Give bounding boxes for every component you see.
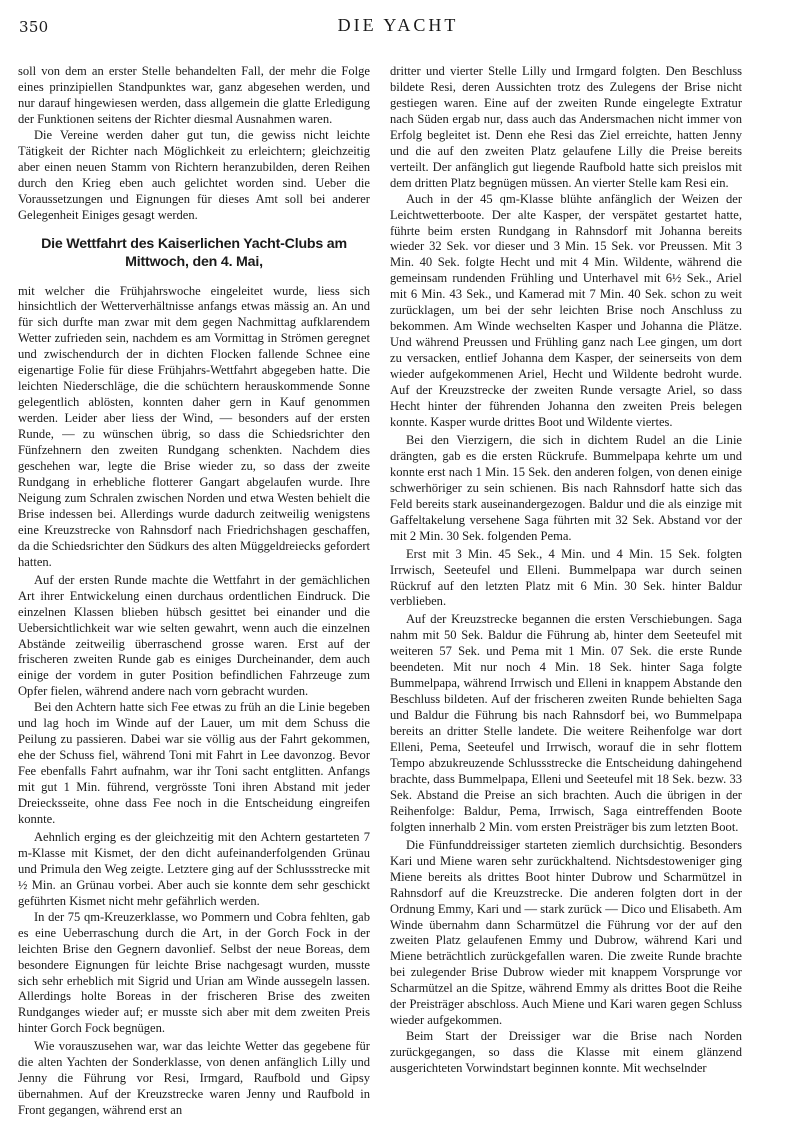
paragraph: Bei den Achtern hatte sich Fee etwas zu früh an die Linie begeben und lag hoch im Winde auf der Lauer, um mit dem Schuss die Peilung zu passieren. Dabei war sie völlig aus der Fahrt gekommen, ehe der Schuss fiel, während Toni mit Fahrt in Lee davonzog. Bevor Fee ebenfalls Fahrt aufnahm, war ihr Toni sacht entglitten. Anfangs mit gut 1 Min. führend, vergrösste Toni ihren Abstand mit jeder Dreiecksseite, ohne dass Fee noch in die Entscheidung eingreifen konnte. [18,700,370,826]
paragraph: Aehnlich erging es der gleichzeitig mit den Achtern gestarteten 7 m-Klasse mit Kismet, der den dicht aufeinanderfolgenden Grünau und Primula den Weg zeigte. Letztere ging auf der Schlussstrecke mit ½ Min. an Grünau vorbei. Aber auch sie konnte dem sehr geschickt geführten Kismet nicht mehr gefährlich werden. [18,829,370,908]
article-heading: Die Wettfahrt des Kaiserlichen Yacht-Clubs am Mittwoch, den 4. Mai, [41,235,347,271]
paragraph: Die Fünfunddreissiger starteten ziemlich durchsichtig. Besonders Kari und Miene waren sehr zurückhaltend. Nichtsdestoweniger ging Miene bereits als drittes Boot hinter Dubrow und Scharmützel in Rahnsdorf auf die Kreuzstrecke. Die anderen folgten dort in der Ordnung Emmy, Kari und — stark zurück — Dico und Elisabeth. Am Winde übernahm dann Scharmützel die Führung vor der auf den zweiten Platz gelaufenen Emmy und Dubrow, während Kari und Miene beträchtlich zurückgefallen waren. Die zweite Runde brachte bei zulegender Brise Dubrow wieder mit knappem Vorsprunge vor Scharmützel an die Spitze, während Emmy als drittes Boot die Reihe der Preisträger abschloss. Auch Miene und Kari waren gegen Schluss wieder aufgekommen. [390,837,742,1028]
paragraph: Bei den Vierzigern, die sich in dichtem Rudel an die Linie drängten, gab es die ersten Rückrufe. Bummelpapa kehrte um und konnte erst nach 1 Min. 15 Sek. den anderen folgen, von denen einige schwerhöriger zu sein schienen. Bis nach Rahnsdorf hatte sich das Feld bereits stark auseinandergezogen. Baldur und die als einzige mit Gaffeltakelung versehene Saga führten mit 32 Sek. Abstand vor der mit 2 Min. 30 Sek. folgenden Pema. [390,432,742,543]
journal-title: DIE YACHT [337,15,459,35]
paragraph: In der 75 qm-Kreuzerklasse, wo Pommern und Cobra fehlten, gab es eine Ueberraschung durch die Art, in der Gorch Fock in der leichten Brise den Gegnern davonlief. Selbst der neue Boreas, dem besondere Eignungen für leichte Brise nachgesagt wurden, musste sich sehr erheblich mit Sigrid und Urian am Winde aussegeln lassen. Allerdings holte Boreas in der frischeren Brise des zweiten Rundganges wieder auf; er musste sich aber mit dem zweiten Preis hinter Gorch Fock begnügen. [18,909,370,1036]
paragraph: Auch in der 45 qm-Klasse blühte anfänglich der Weizen der Leichtwetterboote. Der alte Kasper, der verspätet gestartet hatte, führte beim ersten Rundgang in Rahnsdorf mit Johanna bereits wieder 32 Sek. vor dieser und 3 Min. 15 Sek. vor Preussen. Mit 3 Min. 40 Sek. folgte Hecht und mit 4 Min. Wildente, während die gemeinsam rundenden Frühling und Unterhavel mit 6½ Sek., Ariel mit 6 Min. 43 Sek., und Kamerad mit 7 Min. 40 Sek. schon zu weit zurücklagen, um bei der sehr leichten Brise noch Anschluss zu bekommen. Am Winde wechselten Kasper und Johanna die Plätze. Und während Preussen und Frühling ganz nach Lee gingen, um dort zu versacken, entlief Johanna dem Kasper, der seinerseits von dem wieder aufgekommenen Ariel, Hecht und Wildente bedroht wurde. Auf der Kreuzstrecke der zweiten Runde versagte Ariel, so dass Hecht hinter der führenden Johanna den zweiten Preis belegen konnte. Kasper wurde drittes Boot und Wildente viertes. [390,191,742,429]
page-number: 350 [19,18,49,36]
page-header [17,6,779,40]
paragraph: dritter und vierter Stelle Lilly und Irmgard folgten. Den Beschluss bildete Resi, deren Aussichten trotz des Zulegens der Brise nicht gestiegen waren. Eine auf der zweiten Runde eingelegte Extratur nach Süden ergab nur, dass auch das Andersmachen nicht immer von Erfolg begleitet ist. Denn ehe Resi das Ziel erreichte, hatten Jenny und die auf den zweiten Platz gelaufene Lilly die Preise bereits verteilt. Der anfänglich gut liegende Raufbold hatte sich preislos mit dem dritten Platz begnügen müssen. An vierter Stelle kam Resi ein. [390,64,742,190]
paragraph: soll von dem an erster Stelle behandelten Fall, der mehr die Folge eines prinzipiellen Standpunktes war, ganz abgesehen werden, und nur darauf hingewiesen werden, dass allgemein die glatte Erledigung der Funktionen seitens der Richter diesmal Ausnahmen waren. [18,64,370,126]
paragraph: Wie vorauszusehen war, war das leichte Wetter das gegebene für die alten Yachten der Sonderklasse, von denen anfänglich Lilly und Jenny die Führung vor Resi, Irmgard, Raufbold und Gipsy übernahmen. Auf der Kreuzstrecke waren Jenny und Raufbold in Front gegangen, während erst an [18,1039,370,1118]
paragraph: Beim Start der Dreissiger war die Brise nach Norden zurückgegangen, so dass die Klasse mit einem glänzend ausgerichteten Vorwindstart beginnen konnte. Mit wechselnder [390,1029,742,1076]
paragraph: Die Vereine werden daher gut tun, die gewiss nicht leichte Tätigkeit der Richter nach Möglichkeit zu erleichtern; gleichzeitig aber einen neuen Stamm von Richtern heranzubilden, deren Reihen durch den Krieg eben auch gelichtet worden sind. Ueber die Voraussetzungen und Eignungen für dieses Amt soll bei anderer Gelegenheit Einiges gesagt werden. [18,127,370,222]
right-column [390,64,742,1077]
paragraph: Auf der ersten Runde machte die Wettfahrt in der gemächlichen Art ihrer Entwickelung einen durchaus ordentlichen Eindruck. Die einzelnen Klassen blieben hübsch gesittet bei einander und die Uebersichtlichkeit war wie selten gewahrt, wenn auch die einzelnen Abstände zeitweilig überraschend grosse waren. Erst auf der frischeren zweiten Runde gab es einiges Durcheinander, dem auch einige der vordem in guter Position befindlichen Fahrzeuge zum Opfer fielen, während andere nach vorn gebracht wurden. [18,572,370,699]
left-column [18,64,370,1119]
paragraph: mit welcher die Frühjahrswoche eingeleitet wurde, liess sich hinsichtlich der Wetterverhältnisse anfangs etwas mässig an. An und für sich durfte man zwar mit dem gegen Nachmittag aufklarendem Wetter zufrieden sein, nachdem es am Vormittag in Strömen geregnet und zwischendurch der in dichten Flocken fallende Schnee eine eigenartige Folie für diese Frühjahrs-Wettfahrt abgegeben hatte. Die leichten Niederschläge, die die schüchtern herauskommende Sonne gelegentlich ablösten, konnten daher gern in Kauf genommen werden. Leider aber liess der Wind, — besonders auf der ersten Runde, — zu wünschen übrig, so dass die Schiedsrichter den Fünfzehnern den zweiten Rundgang schenkten. Nachdem dies geschehen war, legte die Brise wieder zu, so dass der zweite Rundgang in erhebliche flotterer Gangart abgelaufen wurde. Ihre Neigung zum Schralen zwischen Norden und etwa Westen behielt die Brise indessen bei. Allerdings wurde dadurch zeitweilig wenigstens eine Kreuzstrecke von Rahnsdorf nach Friedrichshagen geschaffen, da die Schiedsrichter den Südkurs des alten Müggeldreiecks gefordert hatten. [18,283,370,569]
paragraph: Auf der Kreuzstrecke begannen die ersten Verschiebungen. Saga nahm mit 50 Sek. Baldur die Führung ab, hinter dem Seeteufel mit weiteren 57 Sek. und Pema mit 1 Min. 07 Sek. die erste Runde beendeten. Mit nur noch 4 Min. 18 Sek. hinter Saga folgte Bummelpapa, während Irrwisch und Elleni in knappem Abstande den Beschluss bildeten. Auf der frischeren zweiten Runde behielten Saga und Baldur die Führung bis nach Rahnsdorf bei, wo Bummelpapa bereits an dritter Stelle landete. Die weitere Reihenfolge war dort Elleni, Pema, Seeteufel und Irrwisch, worauf die in sehr flottem Tempo abzukreuzende Schlussstrecke die Entscheidung dahingehend brachte, dass Bummelpapa, Elleni und Seeteufel mit 18 Sek. bezw. 33 Sek. Abstand die Preise an sich brachten. Auch die übrigen in der Reihenfolge: Baldur, Pema, Irrwisch, Saga eintreffenden Boote folgten innerhalb 2 Min. vom ersten Preisträger bis zum letzten Boot. [390,612,742,834]
paragraph: Erst mit 3 Min. 45 Sek., 4 Min. und 4 Min. 15 Sek. folgten Irrwisch, Seeteufel und Elleni. Bummelpapa war durch seinen Rückruf auf den letzten Platz mit 6 Min. 30 Sek. hinter Baldur verblieben. [390,546,742,609]
